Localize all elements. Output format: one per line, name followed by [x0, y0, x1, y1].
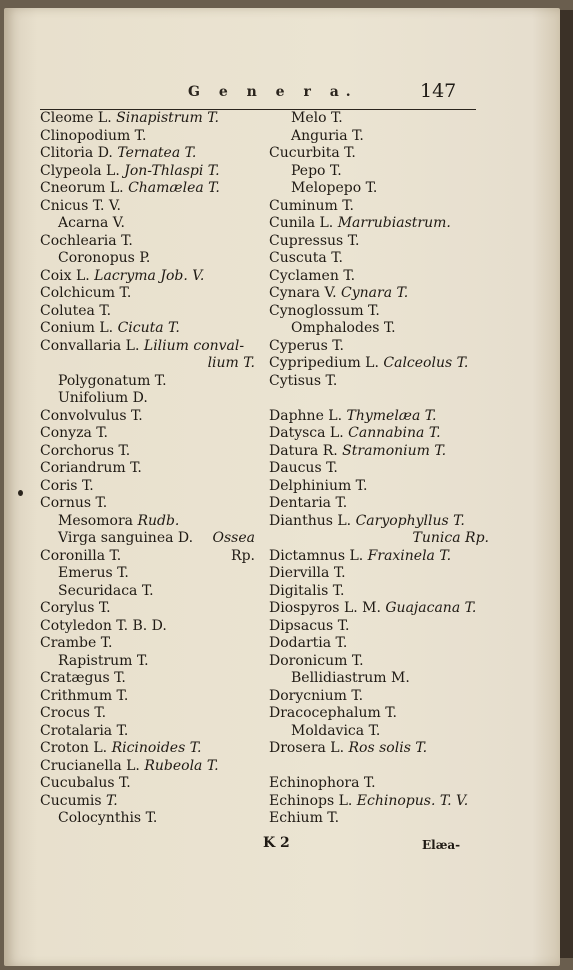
- genus-entry: [269, 303, 489, 321]
- entry-gap: [269, 758, 489, 776]
- entry-name: Cleome L.: [40, 110, 117, 126]
- entry-continuation: Rp.: [231, 547, 255, 564]
- page-edge-shadow: [560, 10, 573, 958]
- genus-entry: [269, 180, 489, 198]
- genus-entry: [40, 583, 255, 601]
- entry-synonym: Calceolus T.: [383, 355, 469, 371]
- entry-name: Cytisus T.: [269, 372, 338, 389]
- genus-entry: [269, 705, 489, 723]
- entry-name: Clinopodium T.: [40, 127, 147, 144]
- genus-entry: [269, 285, 489, 303]
- entry-synonym: Thymelæa T.: [346, 407, 437, 424]
- entry-synonym: Rubeola T.: [144, 757, 219, 774]
- genus-entry: [269, 775, 489, 793]
- entry-name: Doronicum T.: [269, 652, 364, 669]
- genus-entry: [40, 460, 255, 478]
- entry-name: Datura R.: [269, 442, 343, 459]
- entry-name: Colocynthis T.: [58, 810, 158, 826]
- genus-entry: [269, 688, 489, 706]
- entry-name: Omphalodes T.: [291, 320, 396, 336]
- genus-entry: [40, 705, 255, 723]
- genus-entry: [40, 618, 255, 636]
- entry-synonym: Ternatea T.: [117, 145, 197, 161]
- entry-name: Delphinium T.: [269, 477, 368, 494]
- entry-name: Croton L.: [40, 740, 112, 756]
- genus-entry: [40, 548, 255, 566]
- entry-name: Cneorum L.: [40, 180, 129, 196]
- genus-entry: [40, 478, 255, 496]
- entry-name: Coriandrum T.: [40, 460, 142, 476]
- entry-name: Crithmum T.: [40, 687, 129, 704]
- genus-entry: [40, 198, 255, 216]
- entry-name: Echinophora T.: [269, 775, 376, 791]
- genus-entry: [269, 163, 489, 181]
- entry-name: Clypeola L.: [40, 162, 125, 179]
- genus-entry: [40, 303, 255, 321]
- entry-name: Echium T.: [269, 810, 340, 826]
- entry-gap: [269, 390, 489, 408]
- page-footer: [0, 835, 573, 855]
- entry-name: Dipsacus T.: [269, 617, 350, 634]
- genus-entry: [269, 425, 489, 443]
- genus-entry: [269, 128, 489, 146]
- genus-entry: [269, 338, 489, 356]
- genus-entry: [40, 110, 255, 128]
- genus-entry: [40, 408, 255, 426]
- entry-name: Crotalaria T.: [40, 722, 129, 739]
- genus-entry: [40, 530, 255, 548]
- genus-entry: [269, 600, 489, 618]
- genus-entry: [269, 723, 489, 741]
- entry-name: Mesomora: [58, 512, 138, 529]
- genus-entry: [40, 390, 255, 408]
- entry-name: Diospyros L. M.: [269, 600, 386, 616]
- entry-name: Melopepo T.: [291, 180, 378, 196]
- genus-entry: [40, 775, 255, 793]
- entry-name: Pepo T.: [291, 162, 342, 179]
- genus-entry: [40, 215, 255, 233]
- genus-entry: [40, 250, 255, 268]
- genus-entry: [40, 373, 255, 391]
- genus-entry: [269, 670, 489, 688]
- entry-name: Cynoglossum T.: [269, 302, 380, 319]
- genus-entry: [40, 145, 255, 163]
- entry-name: Coronilla T.: [40, 547, 122, 564]
- entry-name: Polygonatum T.: [58, 372, 167, 389]
- entry-synonym: Cynara T.: [341, 285, 409, 301]
- entry-name: Unifolium D.: [58, 390, 148, 406]
- entry-name: Securidaca T.: [58, 582, 154, 599]
- entry-name: Crambe T.: [40, 635, 113, 651]
- entry-name: Cypripedium L.: [269, 355, 384, 371]
- entry-name: Dracocephalum T.: [269, 705, 397, 721]
- genus-entry: [269, 355, 489, 373]
- left-column: [40, 110, 255, 828]
- genus-entry: [40, 688, 255, 706]
- entry-synonym: Marrubiastrum.: [337, 215, 451, 231]
- entry-synonym: Lacryma Job. V.: [94, 267, 205, 284]
- entry-name: Cuscuta T.: [269, 250, 343, 266]
- genus-entry: [269, 373, 489, 391]
- entry-name: Conyza T.: [40, 425, 108, 441]
- genus-entry: [269, 110, 489, 128]
- genus-entry: [40, 443, 255, 461]
- entry-name: Convallaria L.: [40, 337, 144, 354]
- entry-name: Convolvulus T.: [40, 407, 143, 424]
- genus-entry: [269, 793, 489, 811]
- genus-entry: [269, 408, 489, 426]
- entry-name: Cratægus T.: [40, 670, 126, 686]
- entry-name: Cynara V.: [269, 285, 342, 301]
- entry-name: Crucianella L.: [40, 757, 145, 774]
- entry-synonym: Cicuta T.: [117, 320, 180, 336]
- entry-synonym: Stramonium T.: [342, 442, 447, 459]
- genus-entry: [40, 600, 255, 618]
- entry-synonym: T.: [105, 792, 118, 809]
- entry-continuation: Tunica Rp.: [412, 530, 489, 546]
- genus-entry: [269, 460, 489, 478]
- entry-name: Rapistrum T.: [58, 652, 149, 669]
- entry-name: Corylus T.: [40, 600, 111, 616]
- genus-entry: [40, 635, 255, 653]
- entry-name: Conium L.: [40, 320, 118, 336]
- genus-entry: [40, 425, 255, 443]
- genus-entry: [269, 233, 489, 251]
- genus-entry: [269, 513, 489, 531]
- entry-name: Clitoria D.: [40, 145, 118, 161]
- entry-synonym: Chamælea T.: [128, 180, 220, 196]
- entry-name: Digitalis T.: [269, 582, 345, 599]
- ink-blot: [18, 490, 23, 496]
- genus-entry: [269, 250, 489, 268]
- genus-entry: [40, 163, 255, 181]
- entry-name: Anguria T.: [291, 127, 364, 144]
- entry-synonym: Ros solis T.: [348, 740, 428, 756]
- entry-name: Cochlearia T.: [40, 232, 133, 249]
- entry-name: Colutea T.: [40, 302, 112, 319]
- entry-name: Emerus T.: [58, 565, 129, 581]
- genus-entry: [40, 495, 255, 513]
- right-column: [269, 110, 489, 828]
- running-title: G e n e r a.: [188, 84, 358, 100]
- entry-name: Coris T.: [40, 477, 94, 494]
- genus-entry: [40, 338, 255, 356]
- genus-entry: [40, 233, 255, 251]
- genus-entry: [269, 565, 489, 583]
- entry-name: Cyperus T.: [269, 337, 344, 354]
- entry-name: Colchicum T.: [40, 285, 132, 301]
- genus-entry: [40, 268, 255, 286]
- genus-entry: [40, 670, 255, 688]
- entry-synonym: Caryophyllus T.: [355, 512, 465, 529]
- entry-name: Cnicus T. V.: [40, 197, 121, 214]
- genus-entry: [40, 740, 255, 758]
- genus-entry: [269, 530, 489, 548]
- entry-name: Melo T.: [291, 110, 343, 126]
- genus-entry: [269, 740, 489, 758]
- genus-entry: [40, 723, 255, 741]
- page-number: 147: [420, 80, 457, 102]
- genus-entry: [269, 810, 489, 828]
- entry-name: Acarna V.: [58, 215, 125, 231]
- entry-name: Cornus T.: [40, 495, 108, 511]
- genus-entry: [269, 320, 489, 338]
- entry-name: Corchorus T.: [40, 442, 131, 459]
- entry-name: Cupressus T.: [269, 232, 360, 249]
- genus-entry: [269, 145, 489, 163]
- genus-entry: [269, 583, 489, 601]
- genus-entry: [40, 758, 255, 776]
- genus-entry: [269, 653, 489, 671]
- entry-synonym: Lilium conval-: [143, 337, 245, 354]
- genus-entry: [40, 653, 255, 671]
- genus-entry: [269, 478, 489, 496]
- entry-name: Coix L.: [40, 267, 95, 284]
- entry-synonym: Fraxinela T.: [367, 547, 452, 564]
- genus-entry: [40, 320, 255, 338]
- genus-entry: [269, 618, 489, 636]
- entry-synonym: Cannabina T.: [348, 425, 441, 441]
- genus-entry: [40, 513, 255, 531]
- genus-entry: [40, 355, 255, 373]
- genus-entry: [40, 285, 255, 303]
- genus-entry: [269, 215, 489, 233]
- entry-name: Dorycnium T.: [269, 687, 364, 704]
- genus-entry: [269, 548, 489, 566]
- entry-name: Dodartia T.: [269, 635, 348, 651]
- entry-synonym: Guajacana T.: [385, 600, 477, 616]
- genus-entry: [40, 810, 255, 828]
- entry-synonym: Sinapistrum T.: [116, 110, 219, 126]
- entry-name: Dianthus L.: [269, 512, 356, 529]
- entry-name: Datysca L.: [269, 425, 349, 441]
- entry-name: Daphne L.: [269, 407, 347, 424]
- entry-name: Cunila L.: [269, 215, 338, 231]
- entry-name: Cucurbita T.: [269, 145, 356, 161]
- entry-continuation: Ossea: [212, 530, 255, 546]
- genus-entry: [269, 268, 489, 286]
- entry-synonym: Jon-Thlaspi T.: [124, 162, 220, 179]
- signature-mark: K 2: [263, 835, 290, 851]
- entry-name: Moldavica T.: [291, 722, 381, 739]
- entry-name: Crocus T.: [40, 705, 107, 721]
- entry-name: Cyclamen T.: [269, 267, 356, 284]
- entry-name: Virga sanguinea D.: [58, 530, 194, 546]
- genus-entry: [40, 180, 255, 198]
- genus-entry: [269, 443, 489, 461]
- genus-entry: [269, 635, 489, 653]
- catchword: Elæa-: [422, 838, 461, 852]
- entry-name: Diervilla T.: [269, 565, 346, 581]
- entry-name: Echinops L.: [269, 792, 357, 809]
- entry-name: Cucubalus T.: [40, 775, 131, 791]
- page-header: [0, 80, 573, 110]
- entry-name: Cotyledon T. B. D.: [40, 617, 167, 634]
- genus-entry: [40, 128, 255, 146]
- genus-entry: [40, 565, 255, 583]
- entry-name: Dictamnus L.: [269, 547, 368, 564]
- entry-name: Cuminum T.: [269, 197, 354, 214]
- entry-synonym: Rudb.: [137, 512, 180, 529]
- entry-name: Dentaria T.: [269, 495, 348, 511]
- genus-entry: [40, 793, 255, 811]
- entry-name: Drosera L.: [269, 740, 349, 756]
- entry-name: Coronopus P.: [58, 250, 151, 266]
- entry-synonym: Echinopus. T. V.: [356, 792, 469, 809]
- entry-name: Daucus T.: [269, 460, 338, 476]
- entry-continuation: lium T.: [207, 355, 255, 371]
- entry-synonym: Ricinoides T.: [111, 740, 202, 756]
- genus-entry: [269, 198, 489, 216]
- entry-name: Cucumis: [40, 792, 106, 809]
- genus-entry: [269, 495, 489, 513]
- entry-name: Bellidiastrum M.: [291, 670, 410, 686]
